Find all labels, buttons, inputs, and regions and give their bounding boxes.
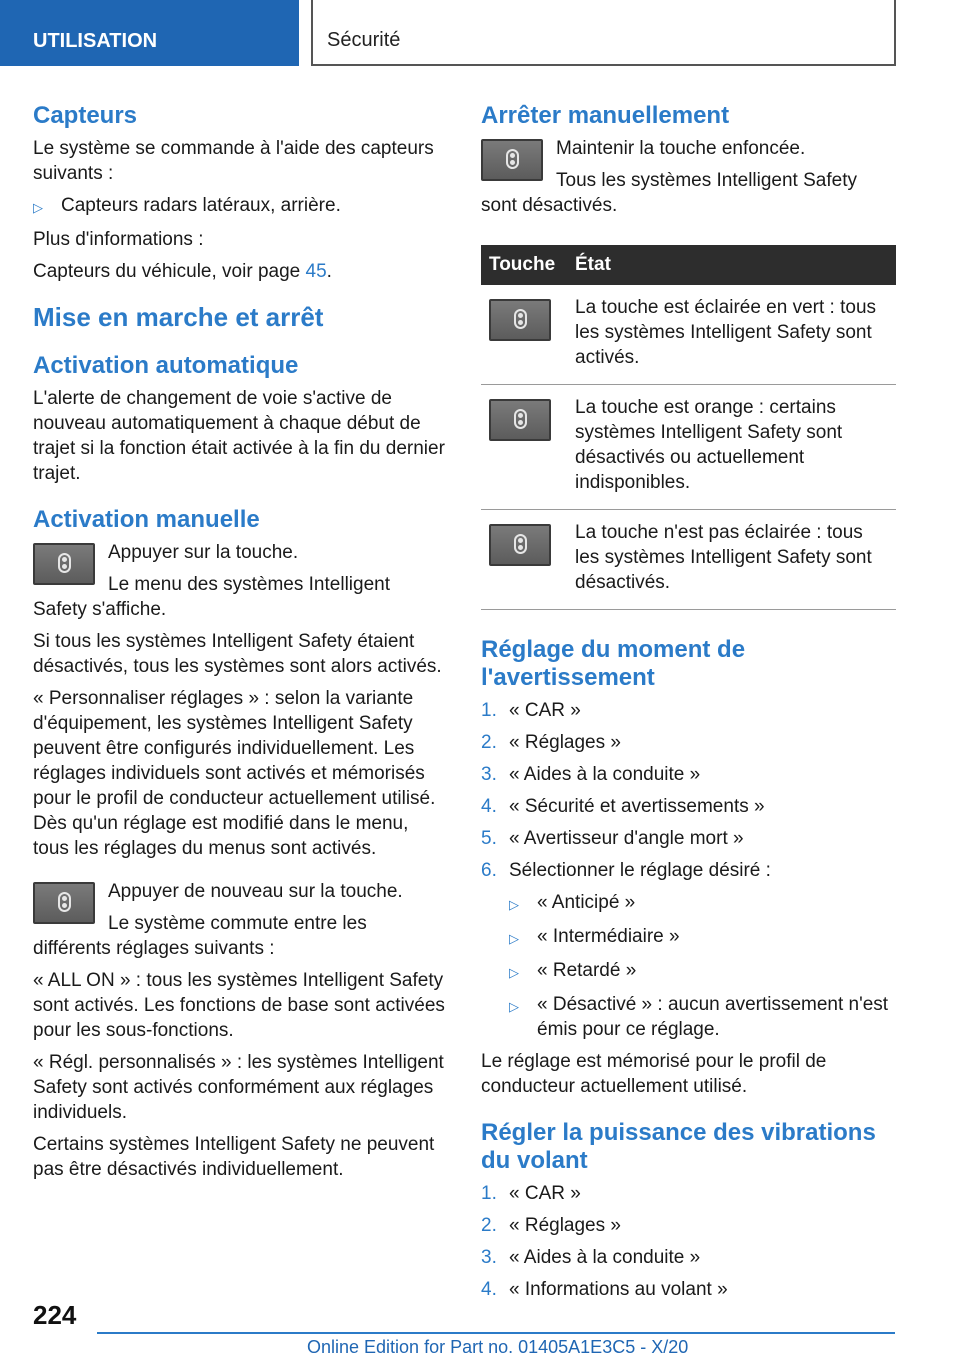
step-text: « Informations au volant » xyxy=(509,1279,728,1300)
step-text: « Aides à la conduite » xyxy=(509,1247,701,1268)
col-header-touche: Touche xyxy=(481,245,567,285)
triangle-bullet-icon: ▷ xyxy=(509,931,519,946)
step-text: « Réglages » xyxy=(509,732,621,753)
stop-text-2: Tous les systèmes Intelligent Safety sont désactivés. xyxy=(481,170,857,216)
see-page-suffix: . xyxy=(326,261,332,282)
heading-capteurs: Capteurs xyxy=(33,102,138,129)
list-item xyxy=(481,1245,896,1270)
option-text: « Désactivé » : aucun avertissement n'est émis pour ce réglage. xyxy=(537,994,889,1040)
option-text: « Anticipé » xyxy=(537,892,636,913)
list-item xyxy=(481,1181,896,1206)
step-number: 4. xyxy=(481,1279,497,1300)
row-state: La touche n'est pas éclairée : tous les systèmes Intelligent Safety sont désactivés. xyxy=(567,510,896,610)
list-item xyxy=(481,794,896,819)
bullet-text: Capteurs radars latéraux, arrière. xyxy=(61,195,341,216)
list-item xyxy=(481,858,896,883)
heading-arreter: Arrêter manuellement xyxy=(481,102,730,129)
intelligent-safety-button-image xyxy=(33,543,95,585)
step-text: « Avertisseur d'angle mort » xyxy=(509,828,744,849)
stop-text-1: Maintenir la touche enfoncée. xyxy=(556,138,806,159)
button-green-image xyxy=(489,299,551,341)
intelligent-safety-button-image xyxy=(33,882,95,924)
button-orange-image xyxy=(489,399,551,441)
step-number: 6. xyxy=(481,860,497,881)
traffic-light-icon xyxy=(58,553,71,573)
right-column xyxy=(481,100,896,1309)
timing-options-list xyxy=(481,890,896,1042)
list-item xyxy=(481,958,896,985)
traffic-light-icon xyxy=(506,149,519,169)
list-item xyxy=(33,193,448,220)
option-text: « Retardé » xyxy=(537,960,637,981)
chapter-tab: UTILISATION xyxy=(0,0,299,66)
table-row xyxy=(481,385,896,510)
list-item xyxy=(481,826,896,851)
step-number: 5. xyxy=(481,828,497,849)
triangle-bullet-icon: ▷ xyxy=(509,897,519,912)
step-number: 3. xyxy=(481,1247,497,1268)
page-link[interactable]: 45 xyxy=(305,261,327,282)
step-number: 1. xyxy=(481,700,497,721)
step-number: 3. xyxy=(481,764,497,785)
list-item xyxy=(481,890,896,917)
traffic-light-icon xyxy=(514,534,527,554)
list-item xyxy=(481,1213,896,1238)
list-item xyxy=(481,762,896,787)
step-text: « Aides à la conduite » xyxy=(509,764,701,785)
step-number: 2. xyxy=(481,732,497,753)
row-icon-cell xyxy=(481,285,567,385)
manual-text-1: Appuyer sur la touche. xyxy=(108,542,299,563)
step-text: « CAR » xyxy=(509,700,581,721)
step-text: « Réglages » xyxy=(509,1215,621,1236)
table-header xyxy=(481,245,896,285)
triangle-bullet-icon: ▷ xyxy=(509,999,519,1014)
traffic-light-icon xyxy=(514,409,527,429)
step-number: 2. xyxy=(481,1215,497,1236)
row-icon-cell xyxy=(481,385,567,510)
row-state: La touche est éclairée en vert : tous les systèmes Intelligent Safety sont activés. xyxy=(567,285,896,385)
traffic-light-icon xyxy=(514,309,527,329)
more-info: Plus d'informations : xyxy=(33,229,204,250)
again-text-1: Appuyer de nouveau sur la touche. xyxy=(108,881,403,902)
row-icon-cell xyxy=(481,510,567,610)
memo-text: Le réglage est mémorisé pour le profil de conducteur actuellement utilisé. xyxy=(481,1051,827,1097)
manual-text-3: Si tous les systèmes Intelligent Safety étaient désactivés, tous les systèmes sont alors activés. xyxy=(33,631,442,677)
list-item xyxy=(481,730,896,755)
page-number: 224 xyxy=(33,1300,77,1330)
footer-edition: Online Edition for Part no. 01405A1E3C5 - X/20 xyxy=(307,1337,689,1357)
step-text: « CAR » xyxy=(509,1183,581,1204)
manual-text-2: Le menu des systèmes Intelligent Safety s'affiche. xyxy=(33,574,390,620)
certains-text: Certains systèmes Intelligent Safety ne peuvent pas être désactivés individuellement. xyxy=(33,1134,435,1180)
allon-text: « ALL ON » : tous les systèmes Intelligent Safety sont activés. Les fonctions de base sont activées pour les sous-fonctions. xyxy=(33,970,445,1041)
step-number: 4. xyxy=(481,796,497,817)
button-off-image xyxy=(489,524,551,566)
list-item xyxy=(481,992,896,1042)
list-item xyxy=(481,698,896,723)
see-page xyxy=(33,259,448,284)
heading-reglage-moment: Réglage du moment de l'avertissement xyxy=(481,636,746,691)
manual-text-4: « Personnaliser réglages » : selon la variante d'équipement, les systèmes Intelligent Safety peuvent être configurés individuellement. Les réglages individuels sont activés et mémorisés pour le profil de conducteur actuellement utilisé. Dès qu'un réglage est modifié dans le menu, tous les réglages du menus sont activés. xyxy=(33,688,436,859)
heading-vibrations: Régler la puissance des vibrations du volant xyxy=(481,1119,876,1174)
option-text: « Intermédiaire » xyxy=(537,926,680,947)
perso-text: « Régl. personnalisés » : les systèmes Intelligent Safety sont activés conformément aux réglages individuels. xyxy=(33,1052,444,1123)
footer-divider xyxy=(97,1332,895,1334)
table-row xyxy=(481,285,896,385)
table-row xyxy=(481,510,896,610)
heading-activation-auto: Activation automatique xyxy=(33,352,299,379)
left-column xyxy=(33,100,448,1189)
list-item xyxy=(481,1277,896,1302)
heading-mise-en-marche: Mise en marche et arrêt xyxy=(33,302,324,332)
list-item xyxy=(481,924,896,951)
triangle-bullet-icon: ▷ xyxy=(509,965,519,980)
step-text: Sélectionner le réglage désiré : xyxy=(509,860,771,881)
again-text-2: Le système commute entre les différents réglages suivants : xyxy=(33,913,367,959)
row-state: La touche est orange : certains systèmes Intelligent Safety sont désactivés ou actuellement indisponibles. xyxy=(567,385,896,510)
intelligent-safety-button-image xyxy=(481,139,543,181)
step-number: 1. xyxy=(481,1183,497,1204)
vibration-steps-list xyxy=(481,1181,896,1302)
see-page-prefix: Capteurs du véhicule, voir page xyxy=(33,261,306,282)
heading-activation-manuelle: Activation manuelle xyxy=(33,506,260,533)
col-header-etat: État xyxy=(567,245,896,285)
triangle-bullet-icon: ▷ xyxy=(33,200,43,215)
button-state-table xyxy=(481,245,896,610)
auto-text: L'alerte de changement de voie s'active de nouveau automatiquement à chaque début de trajet si la fonction était activée à la fin du dernier trajet. xyxy=(33,388,445,484)
step-text: « Sécurité et avertissements » xyxy=(509,796,765,817)
traffic-light-icon xyxy=(58,892,71,912)
section-title: Sécurité xyxy=(311,0,896,66)
timing-steps-list xyxy=(481,698,896,883)
capteurs-text: Le système se commande à l'aide des capteurs suivants : xyxy=(33,138,434,184)
